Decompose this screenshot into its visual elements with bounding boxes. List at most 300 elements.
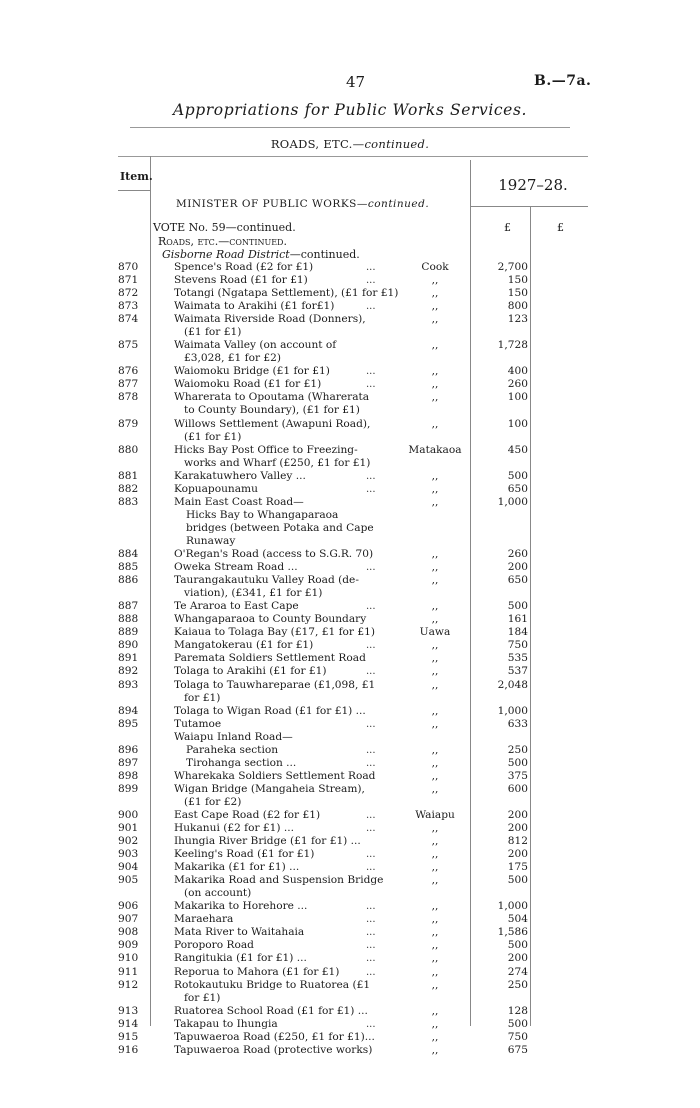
- description-line: Tolaga to Arakihi (£1 for £1): [174, 665, 327, 678]
- item-description: [174, 561, 384, 574]
- description-line: Tapuwaeroa Road (£250, £1 for £1)...: [174, 1030, 375, 1043]
- county-name: ,,: [431, 391, 439, 404]
- county-name: ,,: [431, 743, 439, 756]
- item-number: 871: [118, 274, 139, 287]
- amount: 675: [507, 1043, 528, 1056]
- leader-dots: ...: [366, 744, 376, 756]
- amount: 123: [507, 313, 528, 326]
- item-number: 910: [118, 952, 139, 965]
- leader-dots: ...: [366, 809, 376, 821]
- description-line: Hicks Bay Post Office to Freezing-: [174, 443, 358, 456]
- item-number: 886: [118, 574, 139, 587]
- item-description: [174, 365, 384, 378]
- amount: 250: [507, 978, 528, 991]
- county-name: ,,: [431, 574, 439, 587]
- table-row: [0, 300, 700, 313]
- item-description: [174, 770, 384, 783]
- description-line: viation), (£341, £1 for £1): [184, 587, 323, 600]
- item-description: [174, 339, 384, 365]
- table-row: [0, 966, 700, 979]
- ministry-continued: continued.: [367, 198, 430, 210]
- description-line: Mata River to Waitahaia: [174, 926, 305, 939]
- item-description: [174, 822, 384, 835]
- description-line: Waimata Riverside Road (Donners),: [174, 313, 366, 326]
- description-line: for £1): [184, 691, 221, 704]
- table-row: [0, 679, 700, 705]
- description-line: Wigan Bridge (Mangaheia Stream),: [174, 782, 365, 795]
- table-row: [0, 1018, 700, 1031]
- leader-dots: ...: [366, 1018, 376, 1030]
- county-name: ,,: [431, 1043, 439, 1056]
- description-line: Te Araroa to East Cape: [174, 600, 299, 613]
- item-header-rule: [118, 190, 150, 191]
- description-line: Paremata Soldiers Settlement Road: [174, 652, 366, 665]
- county-name: ,,: [431, 678, 439, 691]
- description-line: Karakatuwhero Valley ...: [174, 469, 306, 482]
- item-description: [174, 470, 384, 483]
- table-row: [0, 822, 700, 835]
- leader-dots: ...: [366, 379, 376, 391]
- county-name: ,,: [431, 287, 439, 300]
- leader-dots: ...: [366, 640, 376, 652]
- leader-dots: ...: [366, 562, 376, 574]
- description-line: Waiapu Inland Road—: [174, 730, 293, 743]
- county-name: Uawa: [419, 626, 451, 639]
- amount: 260: [507, 548, 528, 561]
- county-name: ,,: [431, 704, 439, 717]
- leader-dots: ...: [366, 849, 376, 861]
- county-name: ,,: [431, 1017, 439, 1030]
- description-line: (£1 for £2): [184, 795, 242, 808]
- leader-dots: ...: [366, 823, 376, 835]
- description-line: Tolaga to Wigan Road (£1 for £1) ...: [174, 704, 366, 717]
- description-line: Takapau to Ihungia: [174, 1017, 278, 1030]
- amount: 2,700: [497, 261, 528, 273]
- item-description: [174, 418, 384, 444]
- item-number: 897: [118, 756, 139, 769]
- item-number: 890: [118, 639, 139, 652]
- item-description: [186, 744, 396, 757]
- table-row: [0, 874, 700, 900]
- amount: 450: [507, 443, 528, 456]
- description-line: for £1): [184, 991, 221, 1004]
- item-description: [174, 665, 384, 678]
- item-description: [174, 835, 384, 848]
- county-name: ,,: [431, 652, 439, 665]
- description-line: Keeling's Road (£1 for £1): [174, 848, 315, 861]
- item-number: 883: [118, 495, 139, 508]
- item-description: [174, 731, 384, 744]
- description-line: Oweka Stream Road ...: [174, 561, 298, 574]
- description-line: East Cape Road (£2 for £1): [174, 808, 321, 821]
- amount: 2,048: [497, 678, 528, 691]
- amount: 1,000: [497, 704, 528, 717]
- table-row: [0, 861, 700, 874]
- county-name: ,,: [431, 874, 439, 887]
- table-row: [0, 705, 700, 718]
- description-line: Stevens Road (£1 for £1): [174, 274, 308, 287]
- item-number: 899: [118, 782, 139, 795]
- description-line: Spence's Road (£2 for £1): [174, 261, 314, 273]
- description-line: Hicks Bay to Whangaparaoa: [186, 508, 339, 521]
- county-name: ,,: [431, 952, 439, 965]
- item-description: [174, 952, 384, 965]
- amount: 500: [507, 469, 528, 482]
- item-number: 872: [118, 287, 139, 300]
- item-column-header: Item.: [120, 170, 153, 183]
- amount: 200: [507, 561, 528, 574]
- amount: 500: [507, 874, 528, 887]
- item-description: [174, 783, 384, 809]
- description-line: bridges (between Potaka and Cape: [186, 521, 374, 534]
- amount: 200: [507, 822, 528, 835]
- fiscal-year: 1927–28.: [498, 176, 568, 194]
- subhead: [158, 235, 287, 248]
- leader-dots: ...: [366, 927, 376, 939]
- item-description: [174, 926, 384, 939]
- leader-dots: ...: [366, 901, 376, 913]
- item-number: 913: [118, 1004, 139, 1017]
- item-description: [174, 548, 384, 561]
- item-description: [174, 483, 384, 496]
- item-number: 902: [118, 835, 139, 848]
- county-name: ,,: [431, 939, 439, 952]
- table-row: [0, 1044, 700, 1057]
- county-name: ,,: [431, 1030, 439, 1043]
- item-description: [174, 1044, 384, 1057]
- item-number: 889: [118, 626, 139, 639]
- amount: 650: [507, 482, 528, 495]
- table-row: [0, 913, 700, 926]
- table-row: [0, 926, 700, 939]
- district-name: Gisborne Road District: [162, 248, 290, 261]
- item-description: [174, 391, 384, 417]
- item-description: [174, 966, 384, 979]
- description-line: Waiomoku Bridge (£1 for £1): [174, 365, 330, 378]
- item-description: [174, 639, 384, 652]
- description-line: Kopuapounamu: [174, 482, 258, 495]
- county-name: ,,: [431, 1004, 439, 1017]
- item-description: [174, 300, 384, 313]
- item-description: [174, 652, 384, 665]
- description-line: Taurangakautuku Valley Road (de-: [174, 574, 359, 587]
- item-number: 896: [118, 743, 139, 756]
- description-line: Tutamoe: [174, 717, 222, 730]
- item-number: 914: [118, 1017, 139, 1030]
- leader-dots: ...: [366, 275, 376, 287]
- description-line: Mangatokerau (£1 for £1): [174, 639, 314, 652]
- description-line: works and Wharf (£250, £1 for £1): [184, 456, 371, 469]
- leader-dots: ...: [366, 914, 376, 926]
- county-name: ,,: [431, 639, 439, 652]
- leader-dots: ...: [366, 601, 376, 613]
- leader-dots: ...: [366, 470, 376, 482]
- county-name: ,,: [431, 926, 439, 939]
- county-name: ,,: [431, 378, 439, 391]
- description-line: Waimata Valley (on account of: [174, 339, 337, 352]
- table-row: [0, 378, 700, 391]
- district-heading: [162, 248, 360, 261]
- county-name: ,,: [431, 965, 439, 978]
- description-line: Wharerata to Opoutama (Wharerata: [174, 391, 370, 404]
- table-row: [0, 418, 700, 444]
- amount: 100: [507, 391, 528, 404]
- title-rule: [130, 127, 570, 128]
- item-description: [174, 705, 384, 718]
- description-line: Waiomoku Road (£1 for £1): [174, 378, 322, 391]
- county-name: ,,: [431, 782, 439, 795]
- item-description: [174, 809, 384, 822]
- table-row: [0, 626, 700, 639]
- table-row: [0, 613, 700, 626]
- description-line: Poroporo Road: [174, 939, 254, 952]
- amount: 200: [507, 952, 528, 965]
- table-row: [0, 600, 700, 613]
- table-row: [0, 548, 700, 561]
- item-number: 894: [118, 704, 139, 717]
- item-description: [174, 874, 384, 900]
- item-number: 912: [118, 978, 139, 991]
- county-name: ,,: [431, 835, 439, 848]
- item-number: 892: [118, 665, 139, 678]
- item-description: [174, 861, 384, 874]
- table-row: [0, 365, 700, 378]
- county-name: ,,: [431, 900, 439, 913]
- item-number: 881: [118, 469, 139, 482]
- amount: 500: [507, 600, 528, 613]
- item-number: 907: [118, 913, 139, 926]
- document-reference: B.—7a.: [534, 73, 592, 89]
- description-line: Willows Settlement (Awapuni Road),: [174, 417, 371, 430]
- table-row: [0, 770, 700, 783]
- ministry-main: MINISTER OF PUBLIC WORKS—: [176, 198, 368, 210]
- description-line: (£1 for £1): [184, 326, 242, 339]
- section-heading: [0, 137, 700, 151]
- amount: 250: [507, 743, 528, 756]
- amount: 1,000: [497, 495, 528, 508]
- amount: 175: [507, 861, 528, 874]
- table-row: [0, 391, 700, 417]
- table-row: [0, 952, 700, 965]
- item-number: 877: [118, 378, 139, 391]
- amount: 500: [507, 939, 528, 952]
- item-number: 900: [118, 808, 139, 821]
- item-number: 903: [118, 848, 139, 861]
- description-line: Kaiaua to Tolaga Bay (£17, £1 for £1): [174, 626, 375, 639]
- county-name: ,,: [431, 769, 439, 782]
- table-row: [0, 835, 700, 848]
- amount: 504: [507, 913, 528, 926]
- description-line: Hukanui (£2 for £1) ...: [174, 822, 294, 835]
- item-number: 873: [118, 300, 139, 313]
- county-name: ,,: [431, 482, 439, 495]
- amount: 150: [507, 274, 528, 287]
- table-row: [0, 287, 700, 300]
- county-name: ,,: [431, 665, 439, 678]
- item-number: 916: [118, 1043, 139, 1056]
- table-row: [0, 731, 700, 744]
- item-number: 909: [118, 939, 139, 952]
- county-name: ,,: [431, 274, 439, 287]
- table-row: [0, 1031, 700, 1044]
- description-line: Makarika to Horehore ...: [174, 900, 308, 913]
- table-row: [0, 274, 700, 287]
- description-line: Runaway: [186, 534, 236, 547]
- leader-dots: ...: [366, 966, 376, 978]
- county-name: ,,: [431, 861, 439, 874]
- description-line: (£1 for £1): [184, 430, 242, 443]
- county-name: ,,: [431, 822, 439, 835]
- table-row: [0, 757, 700, 770]
- table-row: [0, 809, 700, 822]
- table-row: [0, 470, 700, 483]
- leader-dots: ...: [366, 666, 376, 678]
- item-number: 876: [118, 365, 139, 378]
- table-row: [0, 652, 700, 665]
- amount: 500: [507, 756, 528, 769]
- item-description: [174, 313, 384, 339]
- table-row: [0, 783, 700, 809]
- item-number: 882: [118, 482, 139, 495]
- item-number: 880: [118, 443, 139, 456]
- table-row: [0, 496, 700, 548]
- item-description: [174, 979, 384, 1005]
- county-name: ,,: [431, 978, 439, 991]
- county-name: ,,: [431, 848, 439, 861]
- amount: 500: [507, 1017, 528, 1030]
- amount: 184: [507, 626, 528, 639]
- item-number: 878: [118, 391, 139, 404]
- county-name: Matakaoa: [408, 443, 462, 456]
- item-number: 891: [118, 652, 139, 665]
- description-line: Tirohanga section ...: [186, 756, 297, 769]
- leader-dots: ...: [366, 862, 376, 874]
- table-row: [0, 261, 700, 274]
- item-description: [174, 444, 384, 470]
- leader-dots: ...: [366, 718, 376, 730]
- table-row: [0, 313, 700, 339]
- amount: 600: [507, 782, 528, 795]
- county-name: ,,: [431, 913, 439, 926]
- item-description: [174, 1031, 384, 1044]
- item-number: 893: [118, 678, 139, 691]
- item-description: [174, 600, 384, 613]
- vote-heading: VOTE No. 59—continued.: [153, 221, 296, 234]
- table-row: [0, 639, 700, 652]
- currency-symbol: £: [504, 221, 511, 234]
- table-row: [0, 939, 700, 952]
- county-name: ,,: [431, 600, 439, 613]
- county-name: ,,: [431, 756, 439, 769]
- amount: 274: [507, 965, 528, 978]
- item-number: 885: [118, 561, 139, 574]
- item-description: [174, 274, 384, 287]
- table-row: [0, 574, 700, 600]
- amount: 537: [507, 665, 528, 678]
- county-name: ,,: [431, 313, 439, 326]
- description-line: Tapuwaeroa Road (protective works): [174, 1043, 373, 1056]
- item-description: [174, 1005, 384, 1018]
- amount: 161: [507, 613, 528, 626]
- item-number: 870: [118, 261, 139, 273]
- item-number: 906: [118, 900, 139, 913]
- county-name: Waiapu: [415, 808, 455, 821]
- table-row: [0, 744, 700, 757]
- item-description: [174, 848, 384, 861]
- leader-dots: ...: [366, 940, 376, 952]
- item-description: [174, 900, 384, 913]
- description-line: Makarika Road and Suspension Bridge: [174, 874, 384, 887]
- table-row: [0, 665, 700, 678]
- appropriation-table: [0, 261, 700, 1057]
- amount: 750: [507, 639, 528, 652]
- item-number: 895: [118, 717, 139, 730]
- description-line: Totangi (Ngatapa Settlement), (£1 for £1): [174, 287, 399, 300]
- county-name: ,,: [431, 417, 439, 430]
- leader-dots: ...: [366, 483, 376, 495]
- amount: 800: [507, 300, 528, 313]
- item-number: 908: [118, 926, 139, 939]
- section-main: ROADS, ETC.—: [270, 137, 365, 151]
- leader-dots: ...: [366, 301, 376, 313]
- item-number: 888: [118, 613, 139, 626]
- year-header-rule: [470, 206, 588, 207]
- description-line: Tolaga to Tauwhareparae (£1,098, £1: [174, 678, 376, 691]
- county-name: ,,: [431, 495, 439, 508]
- leader-dots: ...: [366, 366, 376, 378]
- item-number: 904: [118, 861, 139, 874]
- amount: 100: [507, 417, 528, 430]
- county-name: ,,: [431, 548, 439, 561]
- item-description: [174, 718, 384, 731]
- leader-dots: ...: [366, 757, 376, 769]
- item-description: [174, 261, 384, 274]
- description-line: Maraehara: [174, 913, 234, 926]
- amount: 375: [507, 769, 528, 782]
- amount: 650: [507, 574, 528, 587]
- page-number: 47: [346, 73, 366, 91]
- item-description: [174, 939, 384, 952]
- description-line: £3,028, £1 for £2): [184, 352, 281, 365]
- amount: 1,586: [497, 926, 528, 939]
- amount: 1,000: [497, 900, 528, 913]
- subhead-text: Roads, etc.—continued.: [158, 235, 287, 248]
- county-name: ,,: [431, 561, 439, 574]
- table-row: [0, 1005, 700, 1018]
- item-description: [174, 679, 384, 705]
- amount: 150: [507, 287, 528, 300]
- item-number: 901: [118, 822, 139, 835]
- county-name: ,,: [431, 365, 439, 378]
- county-name: ,,: [431, 469, 439, 482]
- item-description: [174, 496, 384, 548]
- ministry-heading: [176, 198, 429, 210]
- table-top-rule: [118, 156, 588, 157]
- description-line: Rangitukia (£1 for £1) ...: [174, 952, 307, 965]
- description-line: to County Boundary), (£1 for £1): [184, 404, 360, 417]
- description-line: Makarika (£1 for £1) ...: [174, 861, 300, 874]
- item-description: [174, 287, 399, 300]
- amount: 535: [507, 652, 528, 665]
- item-number: 898: [118, 769, 139, 782]
- item-description: [174, 913, 384, 926]
- amount: 400: [507, 365, 528, 378]
- item-number: 875: [118, 339, 139, 352]
- table-row: [0, 339, 700, 365]
- item-description: [174, 1018, 384, 1031]
- item-description: [174, 378, 384, 391]
- table-row: [0, 444, 700, 470]
